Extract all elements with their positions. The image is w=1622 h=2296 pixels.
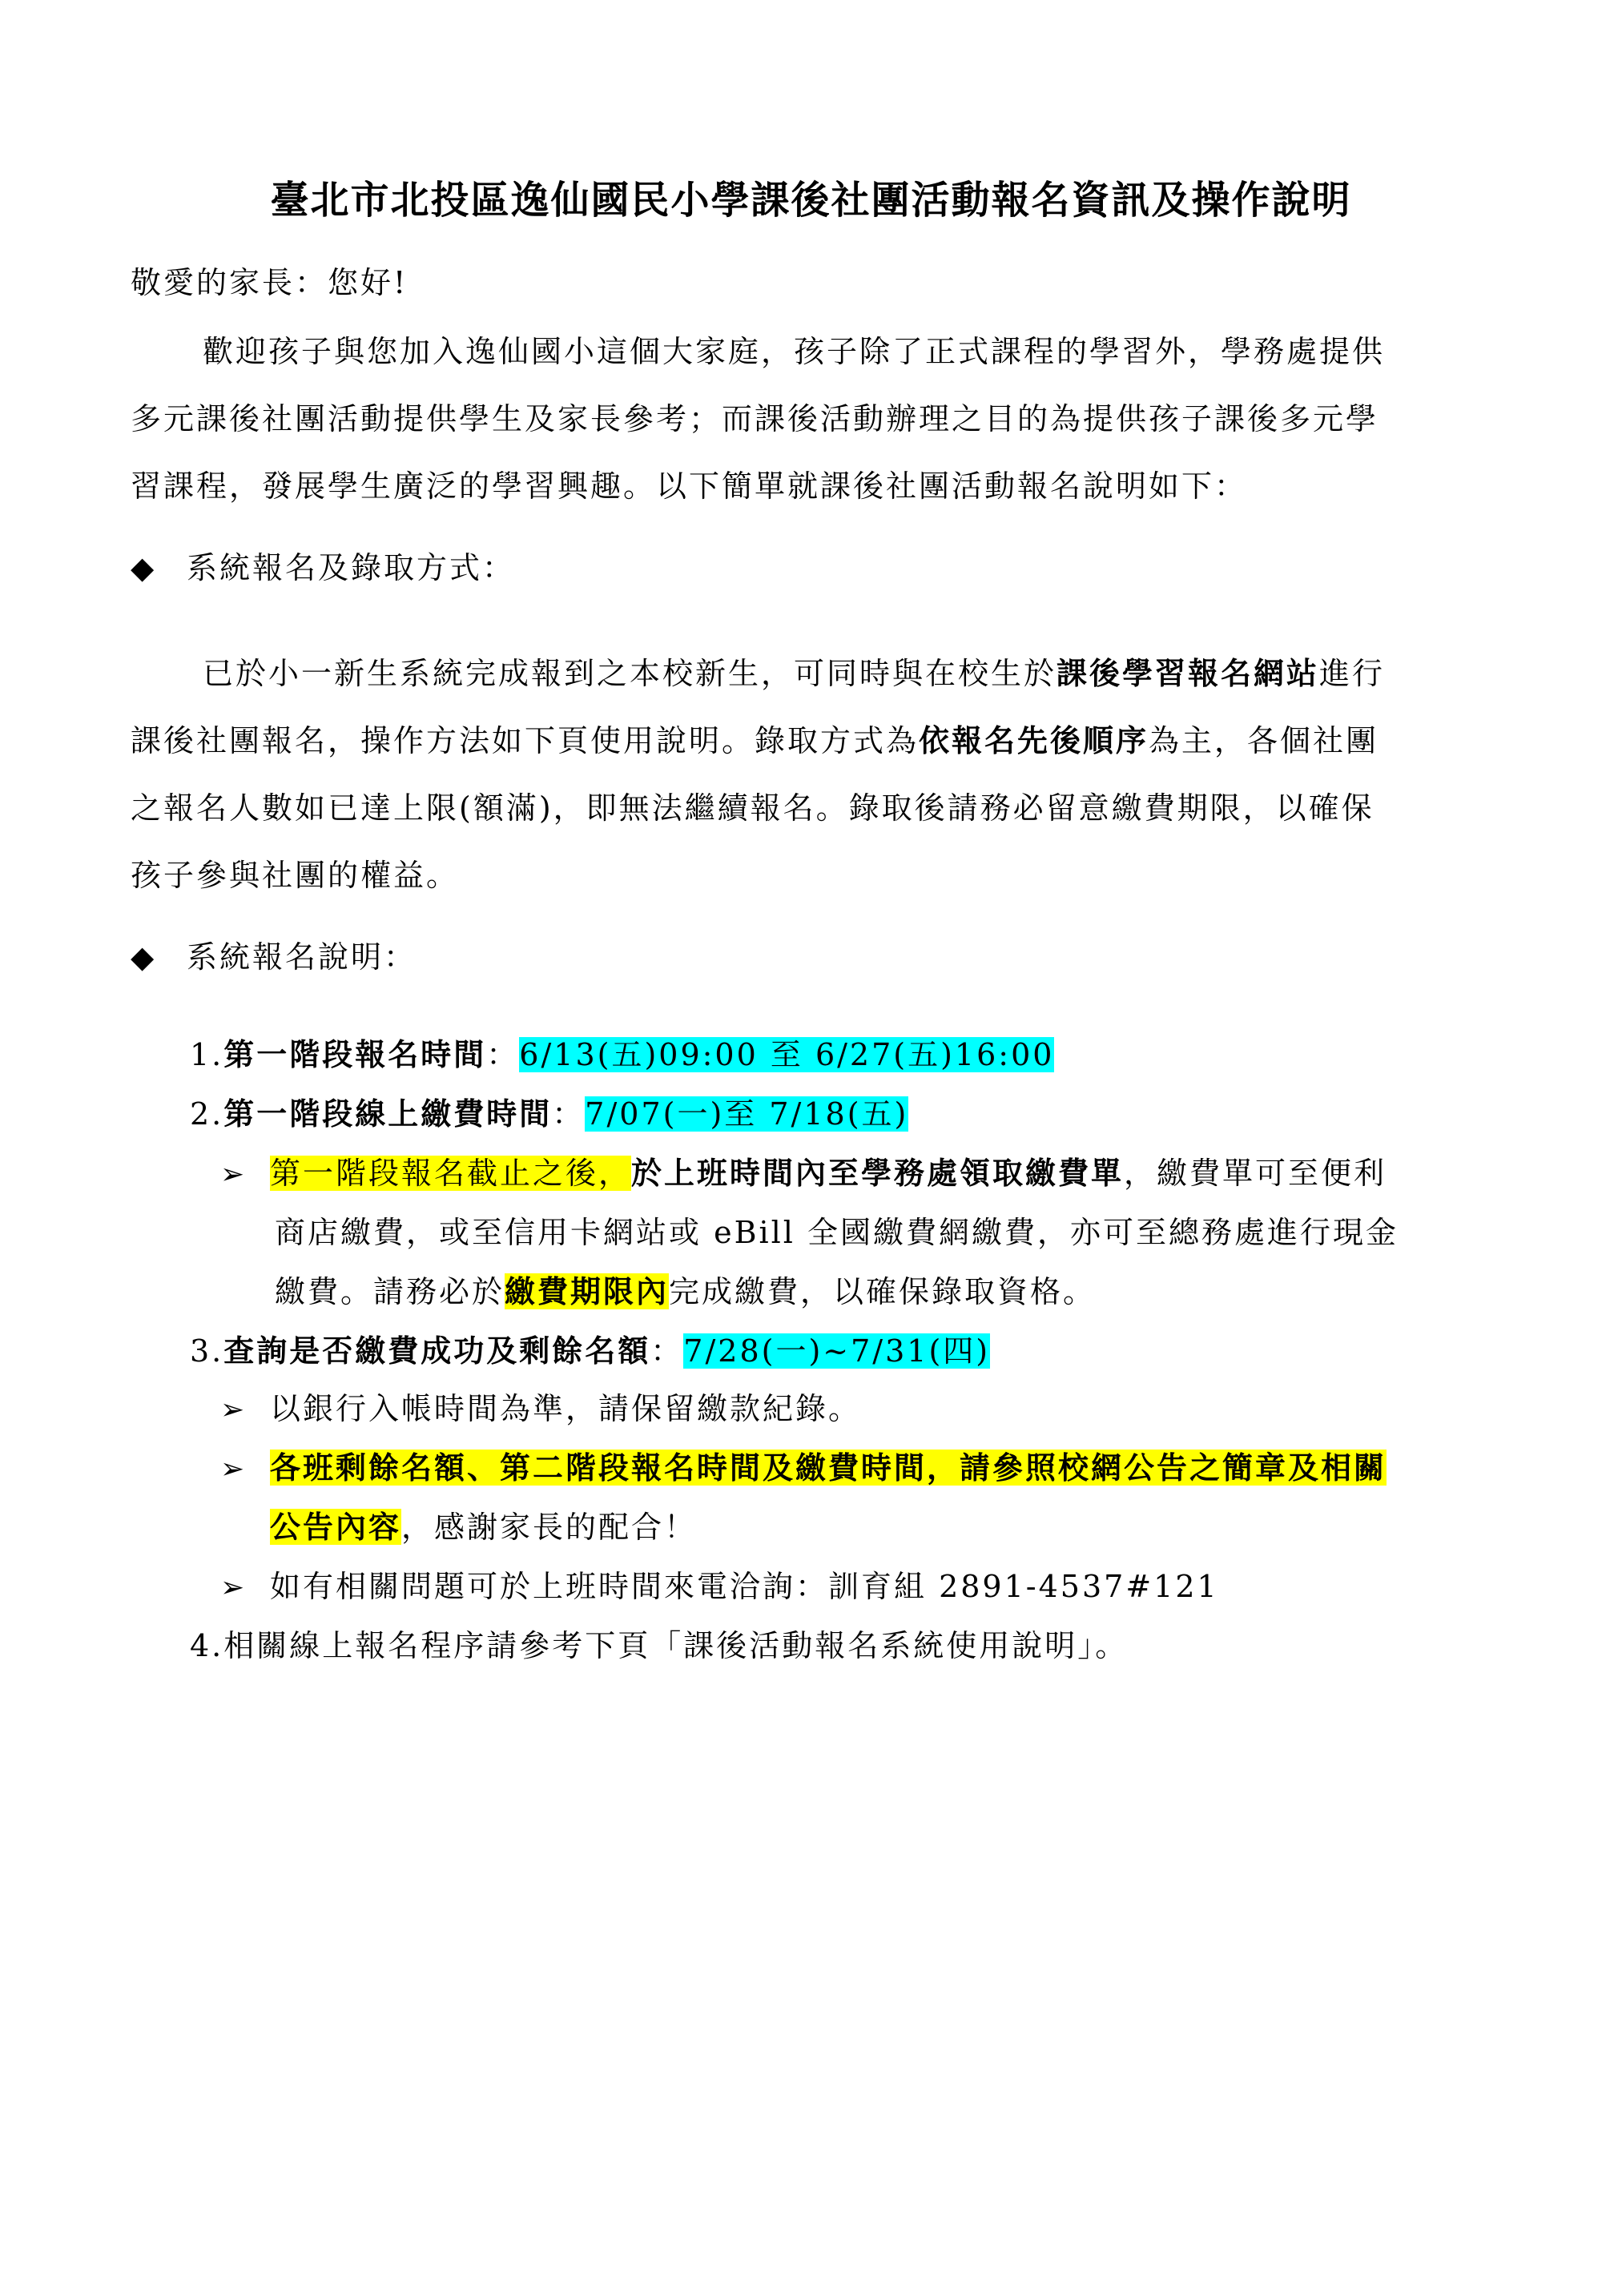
intro-line-2: 多元課後社團活動提供學生及家長參考；而課後活動辦理之目的為提供孩子課後多元學 bbox=[131, 401, 1379, 436]
item-1-registration-time: 1.第一階段報名時間：6/13(五)09:00 至 6/27(五)16:00 bbox=[190, 1036, 1055, 1072]
arrow-bullet-icon: ➢ bbox=[220, 1571, 248, 1604]
greeting: 敬愛的家長：您好! bbox=[131, 265, 409, 300]
query-period-value: 7/28(一)~7/31(四) bbox=[683, 1333, 991, 1369]
item-3-query: 3.查詢是否繳費成功及剩餘名額：7/28(一)~7/31(四) bbox=[190, 1333, 991, 1369]
item-3-sub-1: ➢ 以銀行入帳時間為準，請保留繳款紀錄。 bbox=[220, 1387, 1582, 1432]
section-heading-enrollment bbox=[131, 546, 1492, 589]
item-3-sub-3: ➢ 如有相關問題可於上班時間來電洽詢：訓育組 2891-4537#121 bbox=[220, 1565, 1582, 1610]
section-heading-text: 系統報名及錄取方式： bbox=[187, 550, 516, 585]
diamond-bullet-icon: ◆ bbox=[131, 550, 157, 585]
arrow-bullet-icon: ➢ bbox=[220, 1453, 248, 1486]
item-2-sub-line-1: ➢ 第一階段報名截止之後，於上班時間內至學務處領取繳費單，繳費單可至便利 bbox=[220, 1152, 1582, 1196]
section-heading-instructions bbox=[131, 935, 1492, 979]
intro-line-1: 歡迎孩子與您加入逸仙國小這個大家庭，孩子除了正式課程的學習外，學務處提供 bbox=[203, 334, 1386, 369]
item-2-sub-line-2: 商店繳費，或至信用卡網站或 eBill 全國繳費網繳費，亦可至總務處進行現金 bbox=[275, 1215, 1399, 1250]
arrow-bullet-icon: ➢ bbox=[220, 1393, 248, 1426]
diamond-bullet-icon: ◆ bbox=[131, 939, 157, 975]
item-3-sub-2-line-1: ➢ 各班剩餘名額、第二階段報名時間及繳費時間，請參照校網公告之簡章及相關 bbox=[220, 1446, 1582, 1491]
item-2-sub-line-3: 繳費。請務必於繳費期限內完成繳費，以確保錄取資格。 bbox=[275, 1273, 1097, 1309]
registration-website-text: 課後學習報名網站 bbox=[1057, 655, 1320, 691]
item-2-payment-time: 2.第一階段線上繳費時間：7/07(一)至 7/18(五) bbox=[190, 1096, 909, 1132]
page-title: 臺北市北投區逸仙國民小學課後社團活動報名資訊及操作說明 bbox=[270, 178, 1352, 223]
enrollment-line-4: 孩子參與社團的權益。 bbox=[131, 858, 460, 893]
enrollment-line-1: 已於小一新生系統完成報到之本校新生，可同時與在校生於課後學習報名網站進行 bbox=[203, 655, 1386, 691]
registration-period-value: 6/13(五)09:00 至 6/27(五)16:00 bbox=[519, 1037, 1055, 1072]
enrollment-line-3: 之報名人數如已達上限(額滿)，即無法繼續報名。錄取後請務必留意繳費期限，以確保 bbox=[131, 790, 1374, 826]
item-4-reference: 4.相關線上報名程序請參考下頁「課後活動報名系統使用說明」。 bbox=[190, 1628, 1129, 1663]
enrollment-line-2: 課後社團報名，操作方法如下頁使用說明。錄取方式為依報名先後順序為主，各個社團 bbox=[131, 722, 1379, 758]
first-come-order-text: 依報名先後順序 bbox=[919, 722, 1149, 758]
item-3-sub-2-line-2: 公告內容，感謝家長的配合！ bbox=[270, 1509, 698, 1545]
section-heading-text: 系統報名說明： bbox=[187, 939, 417, 975]
payment-deadline-text: 繳費期限內 bbox=[505, 1273, 670, 1309]
arrow-bullet-icon: ➢ bbox=[220, 1158, 248, 1191]
payment-period-value: 7/07(一)至 7/18(五) bbox=[585, 1096, 909, 1132]
intro-line-3: 習課程，發展學生廣泛的學習興趣。以下簡單就課後社團活動報名說明如下： bbox=[131, 468, 1248, 504]
